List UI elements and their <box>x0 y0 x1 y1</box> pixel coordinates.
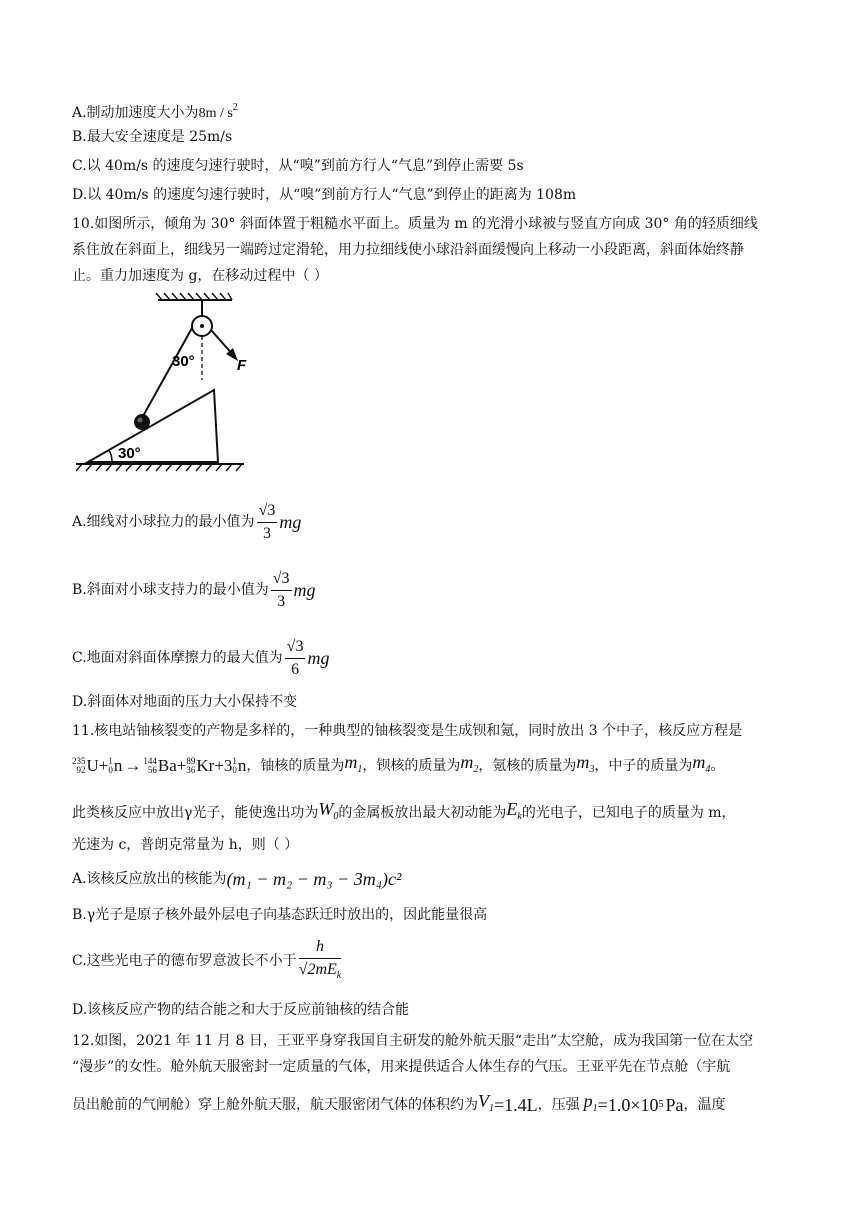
fraction-sqrt3-over-3: $\frac{√3}{3}$ <box>272 569 290 610</box>
q10-option-b: B.斜面对小球支持力的最小值为 $\frac{√3}{3}$ mg <box>72 566 316 614</box>
q11-option-d: D.该核反应产物的结合能之和大于反应前铀核的结合能 <box>72 1002 410 1018</box>
q9-option-d: D.以 40m/s 的速度匀速行驶时，从“嗅”到前方行人“气息”到停止的距离为 108m <box>72 187 577 203</box>
force-label: F <box>237 357 247 374</box>
q10-option-d: D.斜面体对地面的压力大小保持不变 <box>72 694 298 710</box>
q11-option-a: A.该核反应放出的核能为 (m₁ − m₂ − m₃ − 3m₄)c² <box>72 869 402 889</box>
q9-option-c: C.以 40m/s 的速度匀速行驶时，从“嗅”到前方行人“气息”到停止需要 5s <box>72 158 524 174</box>
q10-option-c: C.地面对斜面体摩擦力的最大值为 $\frac{√3}{6}$ mg <box>72 634 329 682</box>
q11-option-a-expression: (m₁ − m₂ − m₃ − 3m₄)c² <box>226 869 402 889</box>
q11-reaction-line: 235 92 U + 1 0 n → 144 56 Ba + 89 36 Kr + 3 1 0 n ，铀核的质量为 $m_1$ ，钡核的质量为 $m_2$ ，氪核的质量为 $m_3$ ，中子的质量为 $m_4$ 。 <box>72 752 725 775</box>
q11-stem-line3: 此类核反应中放出γ光子，能使逸出功为 $W_0$ 的金属板放出最大初动能为 $E_k$ 的光电子，已知电子的质量为 m， <box>72 799 736 822</box>
nuclear-equation: 235 92 U + 1 0 n → 144 56 Ba + 89 36 Kr + 3 1 0 n <box>72 756 247 775</box>
q11-option-b: B.γ光子是原子核外最外层电子向基态跃迁时放出的，因此能量很高 <box>72 907 488 923</box>
q9-option-b: B.最大安全速度是 25m/s <box>72 129 233 145</box>
q10-stem-line1: 10.如图所示，倾角为 30° 斜面体置于粗糙水平面上。质量为 m 的光滑小球被与竖直方向成 30° 角的轻质细线 <box>72 216 758 232</box>
angle-label-top: 30° <box>172 353 195 370</box>
fraction-sqrt3-over-3: $\frac{√3}{3}$ <box>258 501 276 542</box>
q10-stem-line3: 止。重力加速度为 g，在移动过程中（ ） <box>72 268 328 284</box>
fraction-h-over-sqrt2mEk: $\frac{h}{√2mE_k}$ <box>298 937 342 981</box>
q11-stem-line4: 光速为 c，普朗克常量为 h，则（ ） <box>72 837 299 853</box>
volume-value: 1.4L <box>504 1095 538 1115</box>
q11-option-c: C.这些光电子的德布罗意波长不小于 $\frac{h}{√2mE_k}$ <box>72 938 343 984</box>
pressure-value: 1.0×10 <box>607 1095 659 1115</box>
q12-stem-line1: 12.如图，2021 年 11 月 8 日，王亚平身穿我国自主研发的舱外航天服“走出”太空舱，成为我国第一位在太空 <box>72 1033 754 1049</box>
q11-stem-line1: 11.核电站铀核裂变的产物是多样的，一种典型的铀核裂变是生成钡和氪，同时放出 3 个中子，核反应方程是 <box>72 723 743 739</box>
q9-option-a-value: 8m / s <box>198 106 233 121</box>
incline-pulley-figure <box>72 290 252 480</box>
fraction-sqrt3-over-6: $\frac{√3}{6}$ <box>286 637 304 678</box>
q10-option-a: A.细线对小球拉力的最小值为 $\frac{√3}{3}$ mg <box>72 498 301 546</box>
q10-stem-line2: 系住放在斜面上，细线另一端跨过定滑轮，用力拉细线使小球沿斜面缓慢向上移动一小段距离，斜面体始终静 <box>72 242 744 258</box>
q12-stem-line2: “漫步”的女性。舱外航天服密封一定质量的气体，用来提供适合人体生存的气压。王亚平先在节点舱（宇航 <box>72 1059 731 1075</box>
q12-stem-line3: 员出舱前的气闸舱）穿上舱外航天服，航天服密闭气体的体积约为 $V_1$ = 1.4L ，压强 $p_1$ = 1.0×10 5 Pa ，温度 <box>72 1091 726 1115</box>
q9-option-a: A.制动加速度大小为$8m / s^2$ <box>72 102 238 121</box>
angle-label-bottom: 30° <box>118 445 141 462</box>
